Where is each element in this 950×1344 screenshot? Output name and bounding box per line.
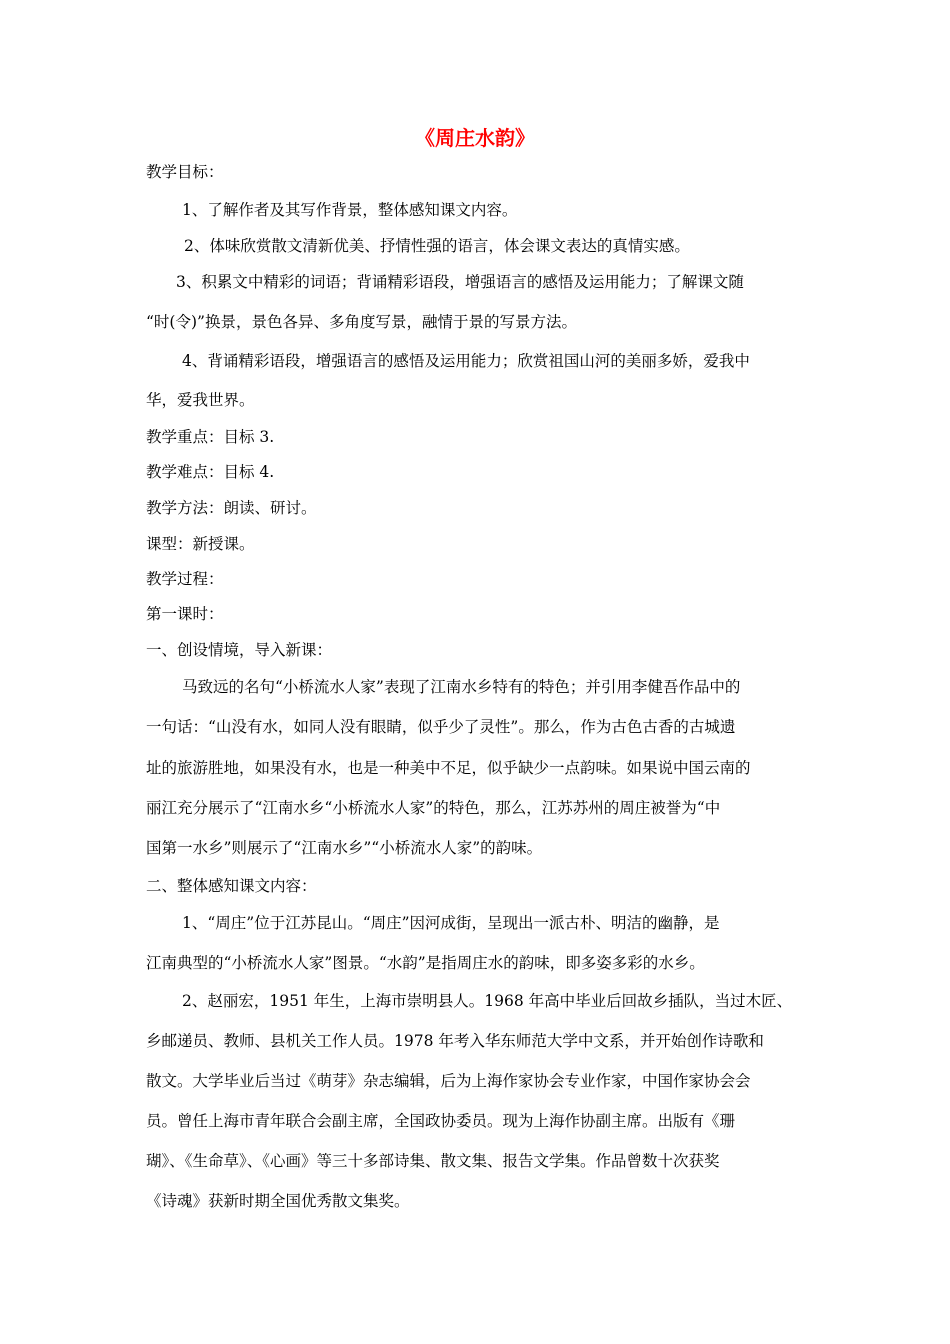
section-1-line: 丽江充分展示了“江南水乡“小桥流水人家”的特色，那么，江苏苏州的周庄被誉为“中 — [146, 799, 721, 817]
section-1-line: 国第一水乡”则展示了“江南水乡”“小桥流水人家”的韵味。 — [146, 839, 543, 857]
objective-item-2: 2、体味欣赏散文清新优美、抒情性强的语言，体会课文表达的真情实感。 — [184, 237, 690, 255]
key-point: 教学重点：目标 3. — [146, 428, 275, 446]
objectives-heading: 教学目标： — [146, 163, 224, 181]
document-title: 《周庄水韵》 — [415, 126, 535, 150]
section-2-p2-line: 散文。大学毕业后当过《萌芽》杂志编辑，后为上海作家协会专业作家，中国作家协会会 — [146, 1072, 751, 1090]
objective-item-4-line-1: 4、背诵精彩语段，增强语言的感悟及运用能力；欣赏祖国山河的美丽多娇，爱我中 — [182, 352, 750, 370]
section-2-p2-line: 乡邮递员、教师、县机关工作人员。1978 年考入华东师范大学中文系，并开始创作诗歌和 — [146, 1032, 764, 1050]
section-1-line: 一句话：“山没有水，如同人没有眼睛，似乎少了灵性”。那么，作为古色古香的古城遗 — [146, 718, 736, 736]
section-2-p2-line: 2、赵丽宏，1951 年生，上海市崇明县人。1968 年高中毕业后回故乡插队，当过木匠、 — [182, 992, 793, 1010]
section-1-heading: 一、创设情境，导入新课： — [146, 641, 333, 659]
section-2-p2-line: 《诗魂》获新时期全国优秀散文集奖。 — [146, 1192, 410, 1210]
objective-item-3-line-2: “时(令)”换景，景色各异、多角度写景，融情于景的写景方法。 — [146, 313, 577, 331]
section-2-p2-line: 员。曾任上海市青年联合会副主席，全国政协委员。现为上海作协副主席。出版有《珊 — [146, 1112, 736, 1130]
teaching-process: 教学过程： — [146, 570, 224, 588]
lesson-type: 课型：新授课。 — [146, 535, 255, 553]
teaching-method: 教学方法：朗读、研讨。 — [146, 499, 317, 517]
section-2-p2-line: 瑚》、《生命草》、《心画》等三十多部诗集、散文集、报告文学集。作品曾数十次获奖 — [146, 1152, 720, 1170]
first-period: 第一课时： — [146, 605, 224, 623]
objective-item-4-line-2: 华，爱我世界。 — [146, 391, 255, 409]
section-1-line: 址的旅游胜地，如果没有水，也是一种美中不足，似乎缺少一点韵味。如果说中国云南的 — [146, 759, 751, 777]
difficulty: 教学难点：目标 4. — [146, 463, 275, 481]
section-2-p1-line: 江南典型的“小桥流水人家”图景。“水韵”是指周庄水的韵味，即多姿多彩的水乡。 — [146, 954, 705, 972]
section-2-p1-line: 1、“周庄”位于江苏昆山。“周庄”因河成街，呈现出一派古朴、明洁的幽静，是 — [182, 914, 720, 932]
objective-item-1: 1、了解作者及其写作背景，整体感知课文内容。 — [182, 201, 518, 219]
objective-item-3-line-1: 3、积累文中精彩的词语；背诵精彩语段，增强语言的感悟及运用能力；了解课文随 — [176, 273, 744, 291]
section-1-line: 马致远的名句“小桥流水人家”表现了江南水乡特有的特色；并引用李健吾作品中的 — [182, 678, 741, 696]
section-2-heading: 二、整体感知课文内容： — [146, 877, 317, 895]
